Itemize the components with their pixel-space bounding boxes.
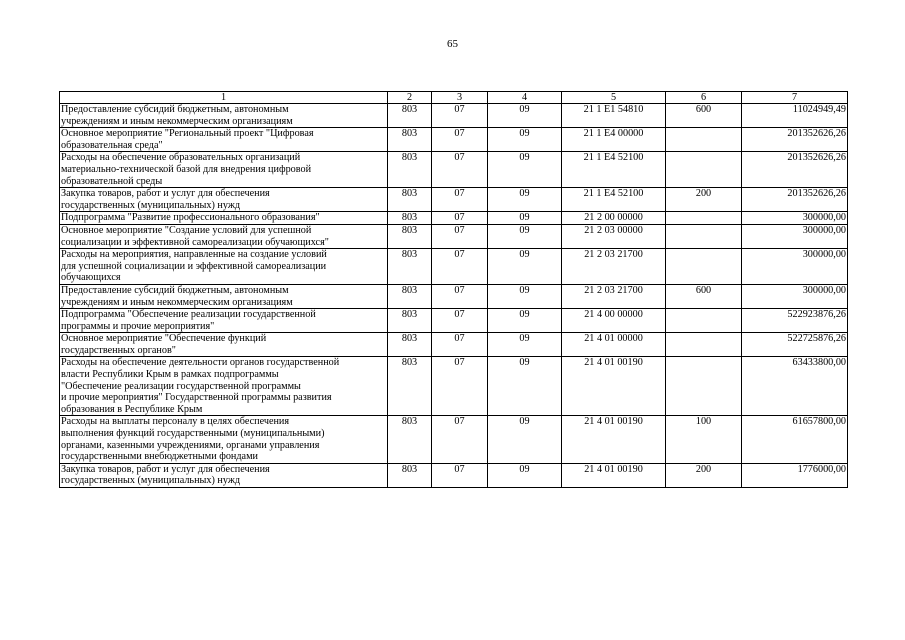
- subsection-code-cell: 09: [488, 224, 562, 248]
- table-row: [60, 188, 848, 212]
- column-header: 6: [666, 92, 742, 104]
- expense-type-cell: 200: [666, 188, 742, 212]
- target-article-cell: 21 1 E4 52100: [562, 188, 666, 212]
- target-article-cell: 21 2 03 21700: [562, 284, 666, 308]
- section-code-cell: 07: [432, 152, 488, 188]
- amount-cell: 522725876,26: [742, 333, 848, 357]
- table-row: [60, 104, 848, 128]
- expense-type-cell: [666, 212, 742, 225]
- table-row: [60, 463, 848, 487]
- subsection-code-cell: 09: [488, 284, 562, 308]
- section-code-cell: 07: [432, 224, 488, 248]
- target-article-cell: 21 4 01 00190: [562, 416, 666, 463]
- table-row: [60, 128, 848, 152]
- budget-table: [59, 91, 848, 488]
- column-header: 4: [488, 92, 562, 104]
- subsection-code-cell: 09: [488, 188, 562, 212]
- row-name-cell: Закупка товаров, работ и услуг для обеспечения государственных (муниципальных) нужд: [60, 188, 388, 212]
- row-name-cell: Подпрограмма "Обеспечение реализации государственной программы и прочие мероприятия": [60, 309, 388, 333]
- target-article-cell: 21 2 03 00000: [562, 224, 666, 248]
- table-row: [60, 357, 848, 416]
- section-code-cell: 07: [432, 284, 488, 308]
- table-row: [60, 284, 848, 308]
- subsection-code-cell: 09: [488, 249, 562, 285]
- target-article-cell: 21 4 01 00190: [562, 463, 666, 487]
- target-article-cell: 21 2 03 21700: [562, 249, 666, 285]
- section-code-cell: 07: [432, 309, 488, 333]
- amount-cell: 300000,00: [742, 224, 848, 248]
- section-code-cell: 07: [432, 416, 488, 463]
- section-code-cell: 07: [432, 128, 488, 152]
- table-row: [60, 416, 848, 463]
- subsection-code-cell: 09: [488, 128, 562, 152]
- grbs-code-cell: 803: [388, 463, 432, 487]
- amount-cell: 300000,00: [742, 249, 848, 285]
- amount-cell: 522923876,26: [742, 309, 848, 333]
- target-article-cell: 21 4 00 00000: [562, 309, 666, 333]
- subsection-code-cell: 09: [488, 212, 562, 225]
- expense-type-cell: [666, 128, 742, 152]
- row-name-cell: Расходы на обеспечение образовательных организаций материально-технической базой для внедрения цифровой образовательной среды: [60, 152, 388, 188]
- expense-type-cell: 600: [666, 104, 742, 128]
- grbs-code-cell: 803: [388, 284, 432, 308]
- expense-type-cell: [666, 333, 742, 357]
- target-article-cell: 21 1 E4 00000: [562, 128, 666, 152]
- table-row: [60, 249, 848, 285]
- subsection-code-cell: 09: [488, 357, 562, 416]
- row-name-cell: Предоставление субсидий бюджетным, автономным учреждениям и иным некоммерческим организациям: [60, 284, 388, 308]
- column-header: 7: [742, 92, 848, 104]
- table-row: [60, 309, 848, 333]
- grbs-code-cell: 803: [388, 188, 432, 212]
- grbs-code-cell: 803: [388, 152, 432, 188]
- amount-cell: 201352626,26: [742, 128, 848, 152]
- table-row: [60, 333, 848, 357]
- row-name-cell: Расходы на выплаты персоналу в целях обеспечения выполнения функций государственными (муниципальными) органами, казенными учреждениями, органами управления государственными внебюджетными фондами: [60, 416, 388, 463]
- expense-type-cell: 100: [666, 416, 742, 463]
- expense-type-cell: [666, 249, 742, 285]
- row-name-cell: Закупка товаров, работ и услуг для обеспечения государственных (муниципальных) нужд: [60, 463, 388, 487]
- subsection-code-cell: 09: [488, 333, 562, 357]
- section-code-cell: 07: [432, 104, 488, 128]
- amount-cell: 300000,00: [742, 212, 848, 225]
- row-name-cell: Расходы на мероприятия, направленные на создание условий для успешной социализации и эффективной самореализации обучающихся: [60, 249, 388, 285]
- expense-type-cell: [666, 224, 742, 248]
- grbs-code-cell: 803: [388, 224, 432, 248]
- row-name-cell: Основное мероприятие "Региональный проект "Цифровая образовательная среда": [60, 128, 388, 152]
- section-code-cell: 07: [432, 463, 488, 487]
- target-article-cell: 21 1 E4 52100: [562, 152, 666, 188]
- target-article-cell: 21 4 01 00190: [562, 357, 666, 416]
- amount-cell: 201352626,26: [742, 152, 848, 188]
- page-number: 65: [447, 38, 458, 50]
- table-row: [60, 224, 848, 248]
- expense-type-cell: [666, 152, 742, 188]
- subsection-code-cell: 09: [488, 416, 562, 463]
- expense-type-cell: 600: [666, 284, 742, 308]
- section-code-cell: 07: [432, 188, 488, 212]
- grbs-code-cell: 803: [388, 128, 432, 152]
- grbs-code-cell: 803: [388, 309, 432, 333]
- grbs-code-cell: 803: [388, 333, 432, 357]
- expense-type-cell: 200: [666, 463, 742, 487]
- amount-cell: 1776000,00: [742, 463, 848, 487]
- amount-cell: 61657800,00: [742, 416, 848, 463]
- section-code-cell: 07: [432, 212, 488, 225]
- subsection-code-cell: 09: [488, 309, 562, 333]
- grbs-code-cell: 803: [388, 104, 432, 128]
- expense-type-cell: [666, 309, 742, 333]
- target-article-cell: 21 4 01 00000: [562, 333, 666, 357]
- column-header: 2: [388, 92, 432, 104]
- grbs-code-cell: 803: [388, 212, 432, 225]
- target-article-cell: 21 1 E1 54810: [562, 104, 666, 128]
- amount-cell: 201352626,26: [742, 188, 848, 212]
- table-row: [60, 212, 848, 225]
- subsection-code-cell: 09: [488, 463, 562, 487]
- row-name-cell: Расходы на обеспечение деятельности органов государственной власти Республики Крым в рамках подпрограммы "Обеспечение реализации государственной программы и прочие мероприятия" Государственной программы развития образования в Республике Крым: [60, 357, 388, 416]
- amount-cell: 300000,00: [742, 284, 848, 308]
- column-header: 1: [60, 92, 388, 104]
- section-code-cell: 07: [432, 333, 488, 357]
- row-name-cell: Предоставление субсидий бюджетным, автономным учреждениям и иным некоммерческим организациям: [60, 104, 388, 128]
- grbs-code-cell: 803: [388, 416, 432, 463]
- subsection-code-cell: 09: [488, 152, 562, 188]
- column-header: 3: [432, 92, 488, 104]
- amount-cell: 11024949,49: [742, 104, 848, 128]
- row-name-cell: Основное мероприятие "Создание условий для успешной социализации и эффективной самореализации обучающихся": [60, 224, 388, 248]
- expense-type-cell: [666, 357, 742, 416]
- section-code-cell: 07: [432, 249, 488, 285]
- grbs-code-cell: 803: [388, 357, 432, 416]
- table-header-row: [60, 92, 848, 104]
- grbs-code-cell: 803: [388, 249, 432, 285]
- row-name-cell: Подпрограмма "Развитие профессионального образования": [60, 212, 388, 225]
- target-article-cell: 21 2 00 00000: [562, 212, 666, 225]
- amount-cell: 63433800,00: [742, 357, 848, 416]
- column-header: 5: [562, 92, 666, 104]
- section-code-cell: 07: [432, 357, 488, 416]
- table-row: [60, 152, 848, 188]
- subsection-code-cell: 09: [488, 104, 562, 128]
- row-name-cell: Основное мероприятие "Обеспечение функций государственных органов": [60, 333, 388, 357]
